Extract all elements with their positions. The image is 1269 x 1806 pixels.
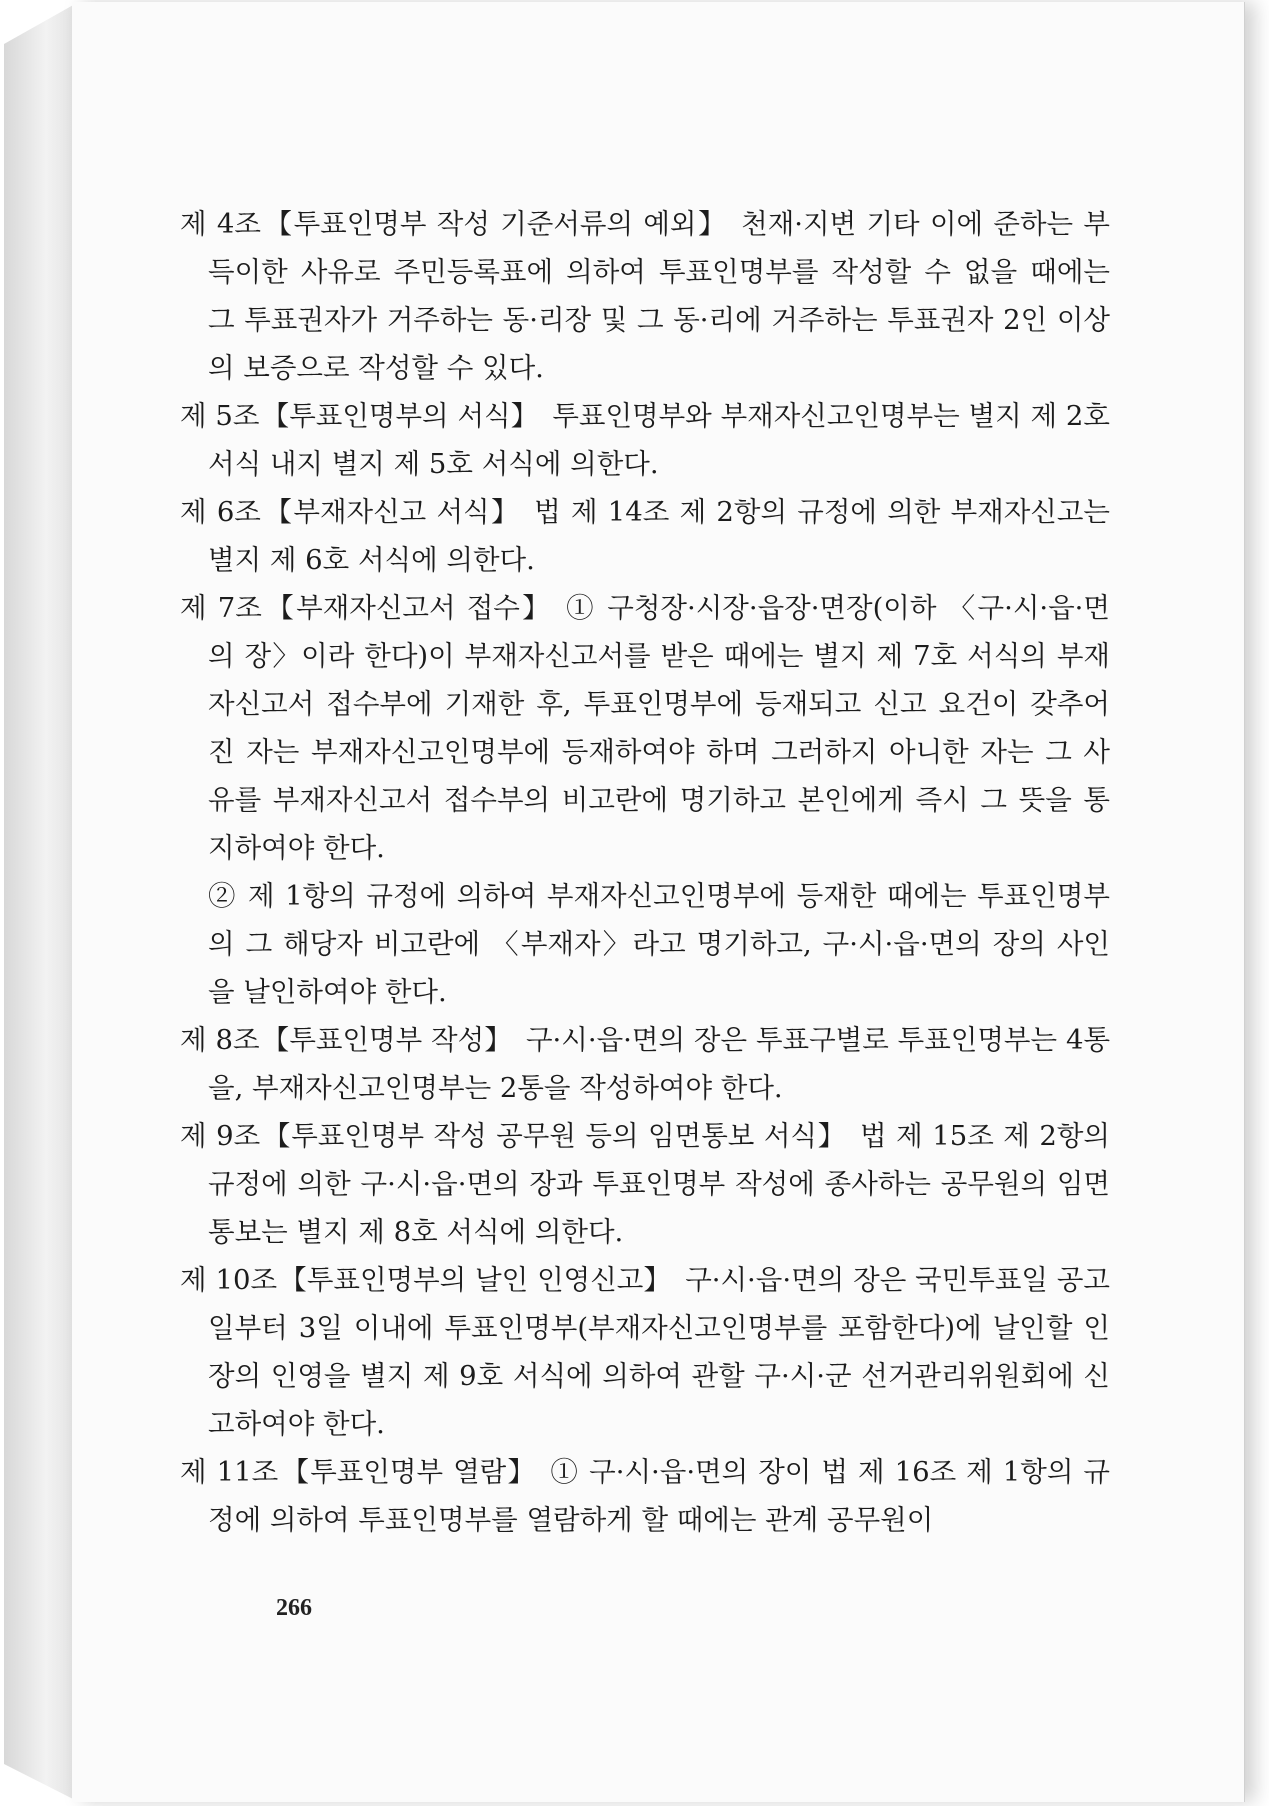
article-6 bbox=[180, 488, 1110, 584]
article-text: 투표인명부와 부재자신고인명부는 별지 제 2호 서식 내지 별지 제 5호 서식에 의한다. bbox=[208, 400, 1110, 480]
article-number: 제 11조 bbox=[180, 1456, 279, 1488]
article-text: ① 구청장·시장·읍장·면장(이하 〈구·시·읍·면의 장〉이라 한다)이 부재자신고서를 받은 때에는 별지 제 7호 서식의 부재자신고서 접수부에 기재한 후, 투표인명부에 등재되고 신고 요건이 갖추어진 자는 부재자신고인명부에 등재하여야 하며 그러하지 아니한 자는 그 사유를 부재자신고서 접수부의 비고란에 명기하고 본인에게 즉시 그 뜻을 통지하여야 한다. bbox=[208, 592, 1110, 864]
article-7 bbox=[180, 584, 1110, 872]
article-title: 【투표인명부 작성 기준서류의 예외】 bbox=[262, 208, 728, 240]
article-number: 제 5조 bbox=[180, 400, 260, 432]
article-title: 【투표인명부의 서식】 bbox=[261, 400, 539, 432]
article-8 bbox=[180, 1016, 1110, 1112]
article-title: 【부재자신고 서식】 bbox=[262, 496, 521, 528]
article-number: 제 10조 bbox=[180, 1264, 278, 1296]
article-text: 천재·지변 기타 이에 준하는 부득이한 사유로 주민등록표에 의하여 투표인명부를 작성할 수 없을 때에는 그 투표권자가 거주하는 동·리장 및 그 동·리에 거주하는 투표권자 2인 이상의 보증으로 작성할 수 있다. bbox=[208, 208, 1110, 384]
article-text: 구·시·읍·면의 장은 국민투표일 공고일부터 3일 이내에 투표인명부(부재자신고인명부를 포함한다)에 날인할 인장의 인영을 별지 제 9호 서식에 의하여 관할 구·시·군 선거관리위원회에 신고하여야 한다. bbox=[208, 1264, 1110, 1440]
article-number: 제 9조 bbox=[180, 1120, 261, 1152]
article-11 bbox=[180, 1448, 1110, 1544]
article-title: 【투표인명부 작성 공무원 등의 임면통보 서식】 bbox=[262, 1120, 847, 1152]
article-5 bbox=[180, 392, 1110, 488]
book-spine bbox=[4, 4, 75, 1800]
page-body bbox=[180, 200, 1110, 1544]
article-number: 제 6조 bbox=[180, 496, 261, 528]
article-text: 법 제 14조 제 2항의 규정에 의한 부재자신고는 별지 제 6호 서식에 의한다. bbox=[208, 496, 1110, 576]
article-text: 구·시·읍·면의 장은 투표구별로 투표인명부는 4통을, 부재자신고인명부는 2통을 작성하여야 한다. bbox=[208, 1024, 1111, 1104]
article-9 bbox=[180, 1112, 1110, 1256]
article-7-paragraph-2: ② 제 1항의 규정에 의하여 부재자신고인명부에 등재한 때에는 투표인명부의 그 해당자 비고란에 〈부재자〉라고 명기하고, 구·시·읍·면의 장의 사인을 날인하여야 한다. bbox=[208, 880, 1110, 1008]
article-text: 법 제 15조 제 2항의 규정에 의한 구·시·읍·면의 장과 투표인명부 작성에 종사하는 공무원의 임면통보는 별지 제 8호 서식에 의한다. bbox=[208, 1120, 1110, 1248]
article-number: 제 8조 bbox=[180, 1024, 260, 1056]
article-text: ① 구·시·읍·면의 장이 법 제 16조 제 1항의 규정에 의하여 투표인명부를 열람하게 할 때에는 관계 공무원이 bbox=[208, 1456, 1110, 1536]
article-title: 【투표인명부 작성】 bbox=[261, 1024, 512, 1056]
article-title: 【투표인명부 열람】 bbox=[280, 1456, 537, 1488]
page-number: 266 bbox=[276, 1595, 312, 1621]
article-number: 제 7조 bbox=[180, 592, 262, 624]
article-title: 【부재자신고서 접수】 bbox=[263, 592, 553, 624]
article-title: 【투표인명부의 날인 인영신고】 bbox=[279, 1264, 672, 1296]
article-number: 제 4조 bbox=[180, 208, 261, 240]
article-4 bbox=[180, 200, 1110, 392]
article-10 bbox=[180, 1256, 1110, 1448]
